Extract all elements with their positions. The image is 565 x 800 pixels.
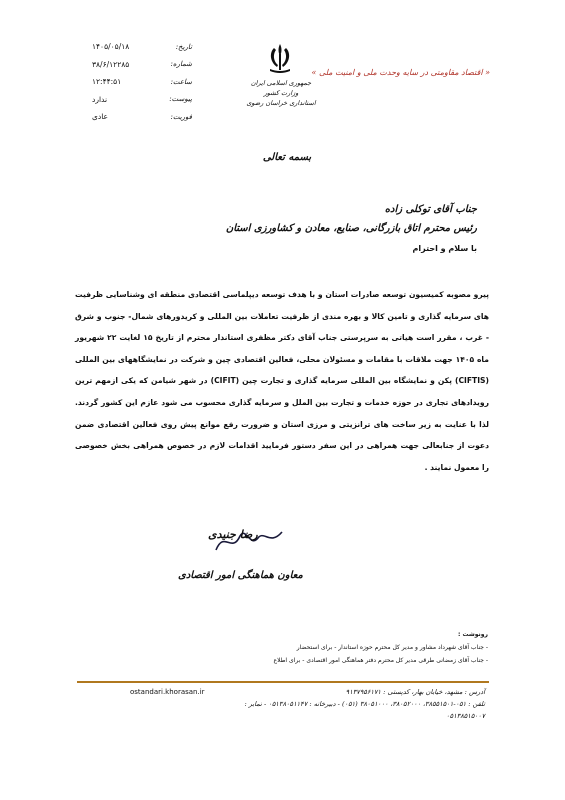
cc-title: رونوشت : <box>458 631 488 638</box>
bismillah: بسمه تعالی <box>262 152 312 163</box>
meta-value: ۱۲:۴۴:۵۱ <box>92 77 122 87</box>
letter-meta <box>92 38 192 126</box>
meta-date <box>92 38 192 56</box>
addressee-block <box>147 200 477 260</box>
cc-block <box>68 628 488 667</box>
meta-label: تاریخ: <box>175 42 192 51</box>
gov-line-2: وزارت کشور <box>263 89 299 97</box>
meta-value: عادی <box>92 112 108 122</box>
signatory-title: معاون هماهنگی امور اقتصادی <box>178 570 303 581</box>
meta-label: شماره: <box>170 60 192 69</box>
phone-line: تلفن : ۰۵۱-۳۸۵۵۱۵۰۱، ۳۸۰۵۲۰۰۰، ۳۸۰۵۱۰۰۰ (۰۵۱) - دبیرخانه : ۰۵۱۳۸۰۵۱۱۴۷ - نمابر : ۰۵۱۳۸۵۱۵۰۰۷ <box>244 700 485 720</box>
letter-body: پیرو مصوبه کمیسیون توسعه صادرات استان و با هدف توسعه دیپلماسی اقتصادی منطقه ای وشناسایی ظرفیت های سرمایه گذاری و تامین کالا و بهره مندی از ظرفیت تعاملات بین المللی و کریدورهای شمال- جنوب و شرق - غرب ، مقرر است هیاتی به سرپرستی جناب آقای دکتر مظفری استاندار محترم از تاریخ ۱۵ لغایت ۲۲ شهریور ماه ۱۴۰۵ جهت ملاقات با مقامات و مسئولان محلی، فعالین اقتصادی چین و شرکت در نمایشگاههای بین المللی (CIFTIS) پکن و نمایشگاه بین المللی سرمایه گذاری و تجارت چین (CIFIT) در شهر شیامن که یکی ازمهم ترین رویدادهای تجاری در حوزه خدمات و تجارت بین الملل و سرمایه گذاری محسوب می شود عازم این کشور گردند. لذا با عنایت به زیر ساخت های ترانزیتی و مرزی استان و ضرورت رفع موانع پیش روی فعالین اقتصادی ضمن دعوت از جنابعالی جهت همراهی در این سفر دستور فرمایید اقدامات لازم در خصوص همراهی بخش خصوصی را معمول نمایند . <box>75 290 490 472</box>
addressee-title: رئیس محترم اتاق بازرگانی، صنایع، معادن و کشاورزی استان <box>225 223 477 234</box>
government-header <box>236 78 326 108</box>
greeting: با سلام و احترام <box>412 244 477 253</box>
meta-label: ساعت: <box>170 77 192 86</box>
iran-emblem-icon <box>266 42 294 74</box>
address-line: آدرس : مشهد، خیابان بهار، کدپستی : ۹۱۳۷۹۵۶۱۷۱ <box>345 688 485 696</box>
meta-value: ۱۴۰۵/۰۵/۱۸ <box>92 42 130 52</box>
addressee-name: جناب آقای توکلی زاده <box>384 204 477 215</box>
gov-line-1: جمهوری اسلامی ایران <box>250 79 312 87</box>
meta-number <box>92 56 192 74</box>
meta-value: ندارد <box>92 94 108 104</box>
cc-item: - جناب آقای زمضانی طرقی مدیر کل محترم دفتر هماهنگی امور اقتصادی - برای اطلاع <box>273 657 488 664</box>
footer-address <box>225 686 485 722</box>
meta-label: پیوست: <box>169 95 192 104</box>
signatory-name: رضا جنیدی <box>208 528 258 541</box>
meta-value: ۳۸/۶/۱۲۲۸۵ <box>92 59 130 69</box>
meta-label: فوریت: <box>170 112 192 121</box>
meta-time <box>92 73 192 91</box>
gov-line-3: استانداری خراسان رضوی <box>246 99 316 107</box>
cc-item: - جناب آقای شهرداد مشاور و مدیر کل محترم حوزه استاندار - برای استحضار <box>296 644 488 651</box>
meta-priority <box>92 108 192 126</box>
footer-divider <box>77 681 489 683</box>
slogan: « اقتصاد مقاومتی در سایه وحدت ملی و امنیت ملی » <box>311 68 490 77</box>
footer-website[interactable]: ostandari.khorasan.ir <box>130 688 205 696</box>
meta-attachment <box>92 91 192 109</box>
